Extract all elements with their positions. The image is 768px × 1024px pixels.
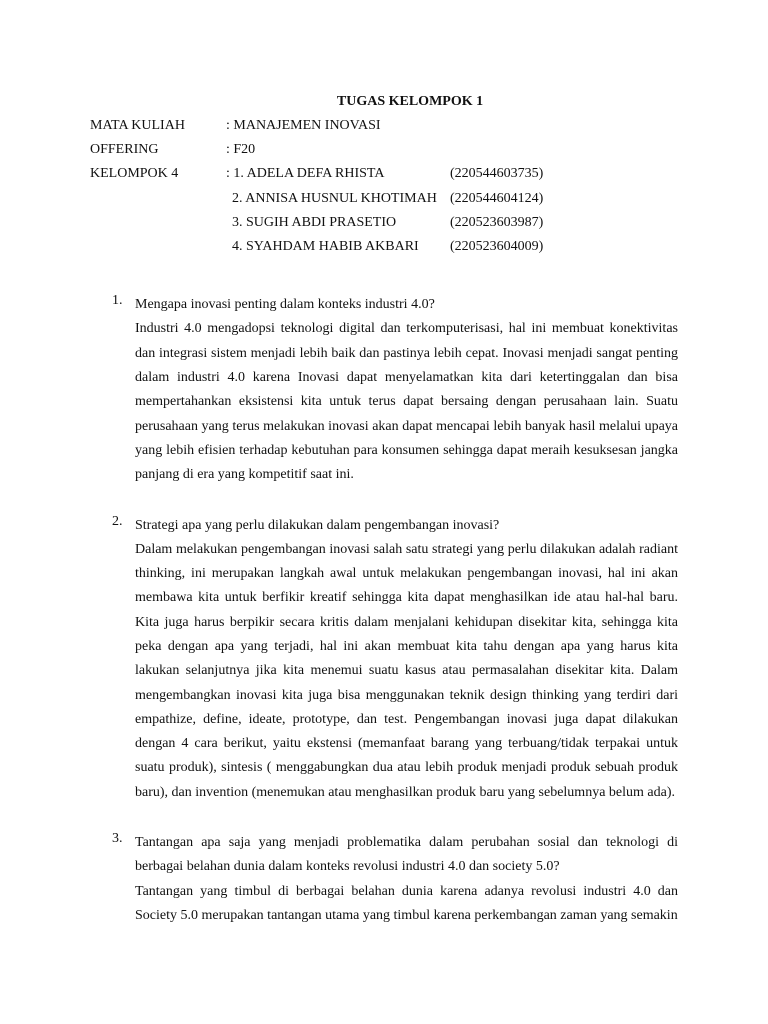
answer-text: Industri 4.0 mengadopsi teknologi digital dan terkomputerisasi, hal ini membuat konektivitas dan integrasi sistem menjadi lebih baik dan pastinya lebih cepat. Inovasi menjadi sangat penting dalam industri 4.0 karena Inovasi dapat menyelamatkan kita dari ketertinggalan dan bisa mempertahankan eksistensi kita untuk terus dapat bersaing dengan perusahaan lain. Suatu perusahaan yang terus melakukan inovasi akan dapat mencapai lebih banyak hasil melalui upaya yang lebih efisien terhadap kebutuhan para konsumen sehingga dapat meraih kesuksesan jangka panjang di era yang kompetitif saat ini. — [135, 321, 678, 483]
member-id: (220523603987) — [450, 214, 544, 230]
member-name: : 1. ADELA DEFA RHISTA — [226, 166, 385, 182]
document-title: TUGAS KELOMPOK 1 — [336, 94, 484, 109]
question-number: 2. — [112, 513, 123, 529]
question-number: 1. — [112, 293, 123, 309]
answer-text: Dalam melakukan pengembangan inovasi salah satu strategi yang perlu dilakukan adalah radiant thinking, ini merupakan langkah awal untuk melakukan pengembangan inovasi, hal ini akan membawa kita untuk berfikir kreatif sehingga kita dapat menghasilkan ide atau hal-hal baru. Kita juga harus berpikir secara kritis dalam menjalani kehidupan disekitar kita, sehingga kita peka dengan apa yang terjadi, hal ini akan membuat kita tahu dengan apa yang harus kita lakukan selanjutnya jika kita menemui suatu kasus atau permasalahan disekitar kita. Dalam mengembangkan inovasi kita juga bisa menggunakan teknik design thinking yang terdiri dari empathize, define, ideate, prototype, dan test. Pengembangan inovasi juga dapat dilakukan dengan 4 cara berikut, yaitu ekstensi (memanfaat barang yang terbuang/tidak terpakai untuk suatu produk), sintesis ( menggabungkan dua atau lebih produk menjadi produk sebuah produk baru), dan invention (menemukan atau menghasilkan produk baru yang sebelumnya belum ada). — [135, 541, 678, 800]
member-id: (220523604009) — [450, 238, 544, 254]
member-name: 4. SYAHDAM HABIB AKBARI — [232, 238, 419, 254]
member-name: 3. SUGIH ABDI PRASETIO — [232, 214, 397, 230]
course-label: MATA KULIAH — [90, 118, 185, 133]
info-row-course — [90, 114, 678, 138]
question-list — [90, 293, 678, 928]
question-number: 3. — [112, 831, 123, 847]
question-text: Tantangan apa saja yang menjadi problematika dalam perubahan sosial dan teknologi di berbagai belahan dunia dalam konteks revolusi industri 4.0 dan society 5.0? — [135, 835, 678, 875]
member-id: (220544603735) — [450, 166, 544, 182]
question-text: Strategi apa yang perlu dilakukan dalam pengembangan inovasi? — [135, 517, 500, 533]
question-item — [90, 293, 678, 487]
group-label: KELOMPOK 4 — [90, 166, 179, 182]
group-member-row — [90, 211, 678, 235]
group-member-row — [90, 187, 678, 211]
info-row-offering — [90, 138, 678, 162]
group-member-row — [90, 235, 678, 259]
question-item — [90, 514, 678, 806]
answer-text: Tantangan yang timbul di berbagai belahan dunia karena adanya revolusi industri 4.0 dan Society 5.0 merupakan tantangan utama yang timbul karena perkembangan zaman yang semakin — [135, 883, 678, 923]
course-value: : MANAJEMEN INOVASI — [226, 118, 381, 133]
question-item — [90, 831, 678, 928]
question-text: Mengapa inovasi penting dalam konteks industri 4.0? — [135, 297, 435, 313]
offering-value: : F20 — [226, 142, 256, 158]
group-member-row — [90, 162, 678, 186]
member-name: 2. ANNISA HUSNUL KHOTIMAH — [232, 190, 437, 206]
member-id: (220544604124) — [450, 190, 544, 206]
offering-label: OFFERING — [90, 142, 159, 158]
